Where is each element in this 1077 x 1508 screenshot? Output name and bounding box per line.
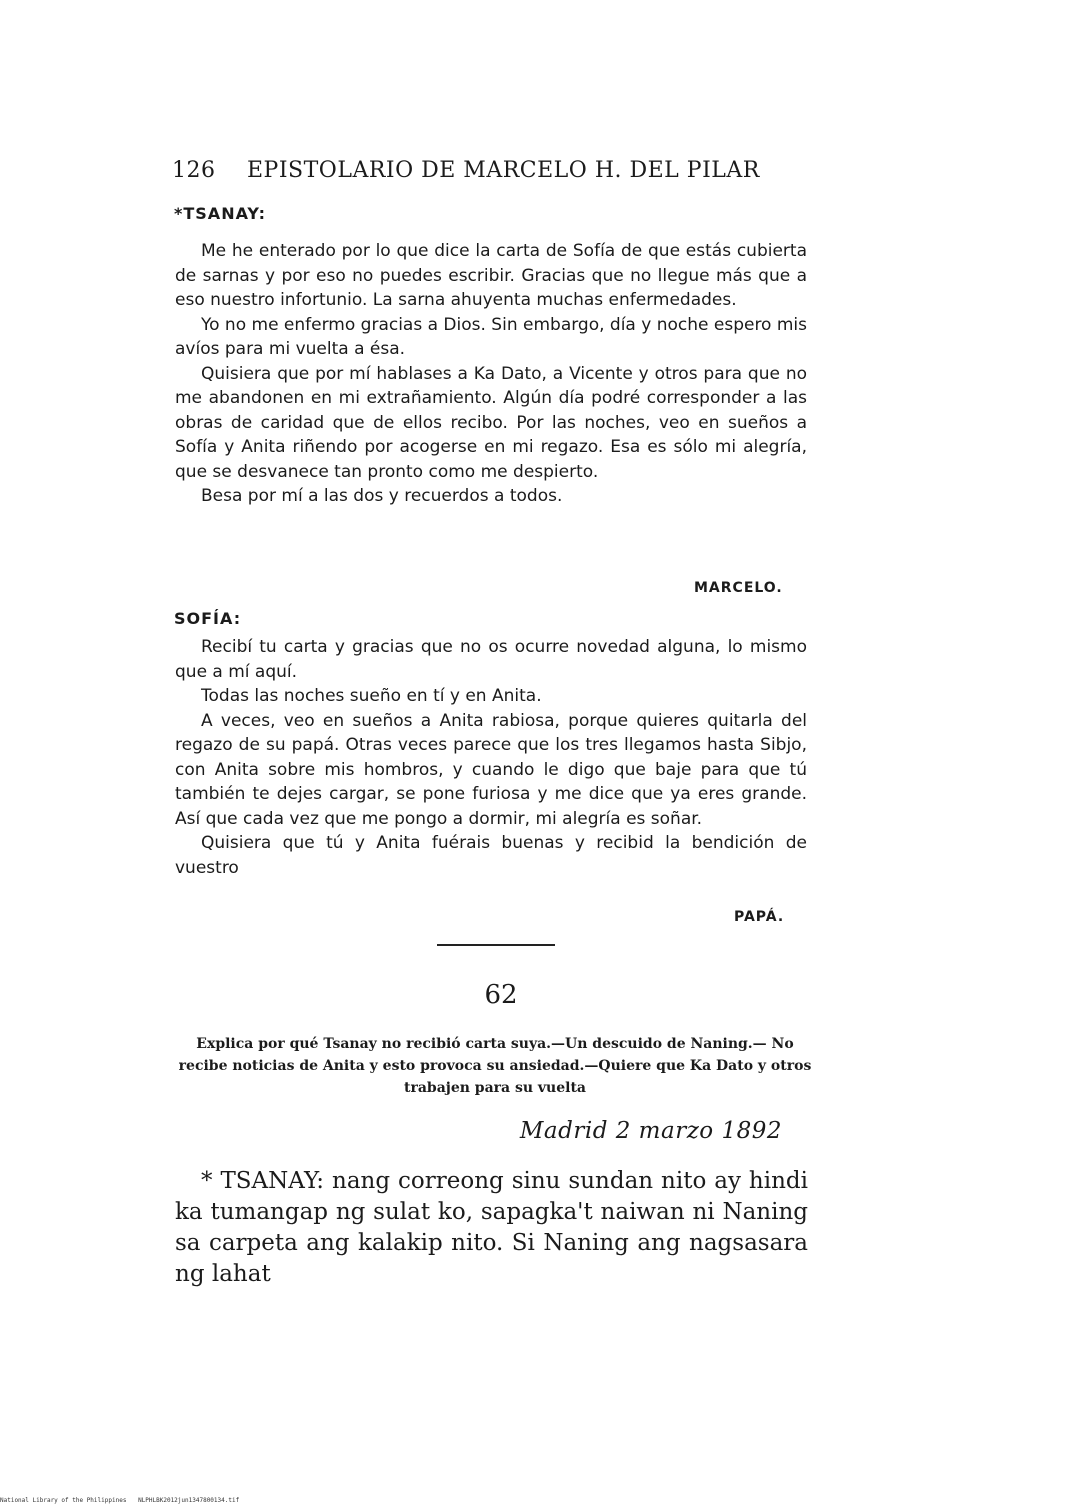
letter62-body: [175, 1166, 808, 1290]
letter1-salutation: *TSANAY:: [174, 204, 267, 223]
letter1-signature: MARCELO.: [694, 580, 783, 596]
dateline: Madrid 2 marzo 1892: [519, 1118, 782, 1144]
letter2-paragraph: A veces, veo en sueños a Anita rabiosa, porque quieres quitarla del regazo de su papá. Otras veces parece que los tres llegamos hasta Sibjo, con Anita sobre mis hombros, y cuando le digo que baje para que tú también te dejes cargar, se pone furiosa y me dice que ya eres grande. Así que cada vez que me pongo a dormir, mi alegría es soñar.: [175, 710, 807, 829]
letter2-signature: PAPÁ.: [734, 909, 785, 925]
letter1-paragraph: Besa por mí a las dos y recuerdos a todos.: [201, 486, 563, 506]
letter1-paragraph: Me he enterado por lo que dice la carta de Sofía de que estás cubierta de sarnas y por eso no puedes escribir. Gracias que no llegue más que a eso nuestro infortunio. La sarna ahuyenta muchas enfermedades.: [175, 241, 807, 310]
letter2-salutation: SOFÍA:: [174, 609, 242, 628]
letter2-paragraph: Recibí tu carta y gracias que no os ocurre novedad alguna, lo mismo que a mí aquí.: [175, 637, 807, 682]
letter62-paragraph: [175, 1166, 808, 1290]
letter-number: 62: [484, 980, 518, 1010]
letter2-paragraph: Todas las noches sueño en tí y en Anita.: [201, 686, 542, 706]
footer-library: National Library of the Philippines: [0, 1497, 127, 1504]
letter2-body: [175, 635, 807, 880]
footer-file-id: NLPHLBK2012jun1347800134.tif: [138, 1497, 240, 1504]
letter-summary: Explica por qué Tsanay no recibió carta suya.—Un descuido de Naning.— No recibe noticias de Anita y esto provoca su ansiedad.—Quiere que Ka Dato y otros trabajen para su vuelta: [178, 1036, 812, 1096]
letter1-paragraph: Quisiera que por mí hablases a Ka Dato, a Vicente y otros para que no me abandonen en mi extrañamiento. Algún día podré corresponder a las obras de caridad que de ellos recibo. Por las noches, veo en sueños a Sofía y Anita riñendo por acogerse en mi regazo. Esa es sólo mi alegría, que se desvanece tan pronto como me despierto.: [175, 363, 807, 482]
letter62-salutation: * TSANAY:: [201, 1168, 325, 1194]
letter1-body: [175, 239, 807, 509]
letter2-paragraph: Quisiera que tú y Anita fuérais buenas y recibid la bendición de vuestro: [175, 833, 807, 878]
running-title: EPISTOLARIO DE MARCELO H. DEL PILAR: [247, 158, 760, 183]
page-number: 126: [172, 158, 216, 183]
section-divider: [437, 944, 555, 946]
running-header: [172, 158, 760, 183]
letter62-text: nang correong sinu sundan nito ay hindi ka tumangap ng sulat ko, sapagka't naiwan ni Naning sa carpeta ang kalakip nito. Si Naning ang nagsasara ng lahat: [175, 1168, 808, 1287]
letter1-paragraph: Yo no me enfermo gracias a Dios. Sin embargo, día y noche espero mis avíos para mi vuelta a ésa.: [175, 314, 808, 359]
scan-footer: [0, 1497, 247, 1504]
